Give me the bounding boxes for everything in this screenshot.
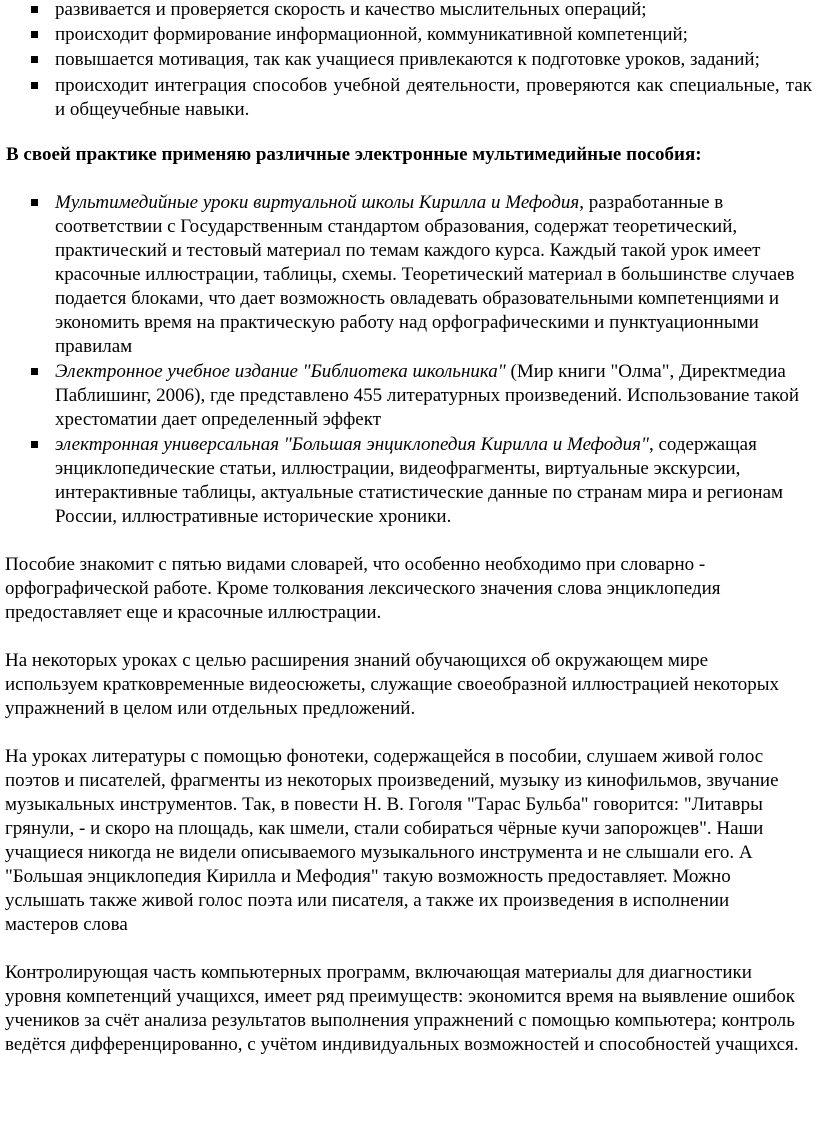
benefits-list: [0, 0, 816, 122]
list-item: [0, 360, 816, 432]
square-bullet-icon: [31, 82, 38, 89]
list-item: [0, 191, 816, 359]
list-item: [0, 23, 816, 47]
list-item-text: происходит формирование информационной, коммуникативной компетенций;: [55, 24, 688, 45]
list-item-text: повышается мотивация, так как учащиеся привлекаются к подготовке уроков, заданий;: [55, 49, 760, 70]
square-bullet-icon: [31, 6, 38, 13]
list-item: [0, 433, 816, 529]
list-item: [0, 0, 816, 22]
paragraph-control: Контролирующая часть компьютерных программ, включающая материалы для диагностики уровня компетенций учащихся, имеет ряд преимуществ: экономится время на выявление ошибок учеников за счёт анализа результатов выполнения упражнений с помощью компьютера; контроль ведётся дифференцированно, с учётом индивидуальных возможностей и способностей учащихся.: [5, 962, 799, 1055]
tool-description: , содержащая энциклопедические статьи, иллюстрации, видеофрагменты, виртуальные экскурсии, интерактивные таблицы, актуальные статистические данные по странам мира и регионам России, иллюстративные исторические хроники.: [55, 434, 784, 527]
square-bullet-icon: [31, 56, 38, 63]
tool-description: (Мир книги "Олма", Директмедиа Паблишинг, 2006), где представлено 455 литературных произведений. Использование такой хрестоматии дает определенный эффект: [55, 361, 800, 430]
square-bullet-icon: [31, 31, 38, 38]
tool-title: Электронное учебное издание "Библиотека школьника": [55, 361, 506, 382]
square-bullet-icon: [31, 368, 38, 375]
list-item: [0, 74, 816, 122]
square-bullet-icon: [31, 199, 38, 206]
paragraph-literature: На уроках литературы с помощью фонотеки, содержащейся в пособии, слушаем живой голос поэтов и писателей, фрагменты из некоторых произведений, музыку из кинофильмов, звучание музыкальных инструментов. Так, в повести Н. В. Гоголя "Тарас Бульба" говорится: "Литавры грянули, - и скоро на площадь, как шмели, стали собираться чёрные кучи запорожцев". Наши учащиеся никогда не видели описываемого музыкального инструмента и не слышали его. А "Большая энциклопедия Кирилла и Мефодия" такую возможность предоставляет. Можно услышать также живой голос поэта или писателя, а также их произведения в исполнении мастеров слова: [5, 746, 779, 935]
tool-description: , разработанные в соответствии с Государственным стандартом образования, содержат теоретический, практический и тестовый материал по темам каждого курса. Каждый такой урок имеет красочные иллюстрации, таблицы, схемы. Теоретический материал в большинстве случаев подается блоками, что дает возможность овладевать образовательными компетенциями и экономить время на практическую работу над орфографическими и пунктуационными правилам: [55, 192, 795, 357]
list-item: [0, 48, 816, 72]
section-heading: В своей практике применяю различные электронные мультимедийные пособия:: [6, 144, 702, 165]
list-item-text: происходит интеграция способов учебной деятельности, проверяются как специальные, так и общеучебные навыки.: [55, 75, 812, 120]
paragraph-video: На некоторых уроках с целью расширения знаний обучающихся об окружающем мире используем кратковременные видеосюжеты, служащие своеобразной иллюстрацией некоторых упражнений в целом или отдельных предложений.: [5, 650, 780, 719]
tool-title: Мультимедийные уроки виртуальной школы Кирилла и Мефодия: [55, 192, 580, 213]
list-item-text: развивается и проверяется скорость и качество мыслительных операций;: [55, 0, 647, 20]
paragraph-dictionaries: Пособие знакомит с пятью видами словарей, что особенно необходимо при словарно - орфографической работе. Кроме толкования лексического значения слова энциклопедия предоставляет еще и красочные иллюстрации.: [5, 554, 721, 623]
square-bullet-icon: [31, 441, 38, 448]
multimedia-tools-list: [0, 191, 816, 529]
tool-title: электронная универсальная "Большая энциклопедия Кирилла и Мефодия": [55, 434, 649, 455]
